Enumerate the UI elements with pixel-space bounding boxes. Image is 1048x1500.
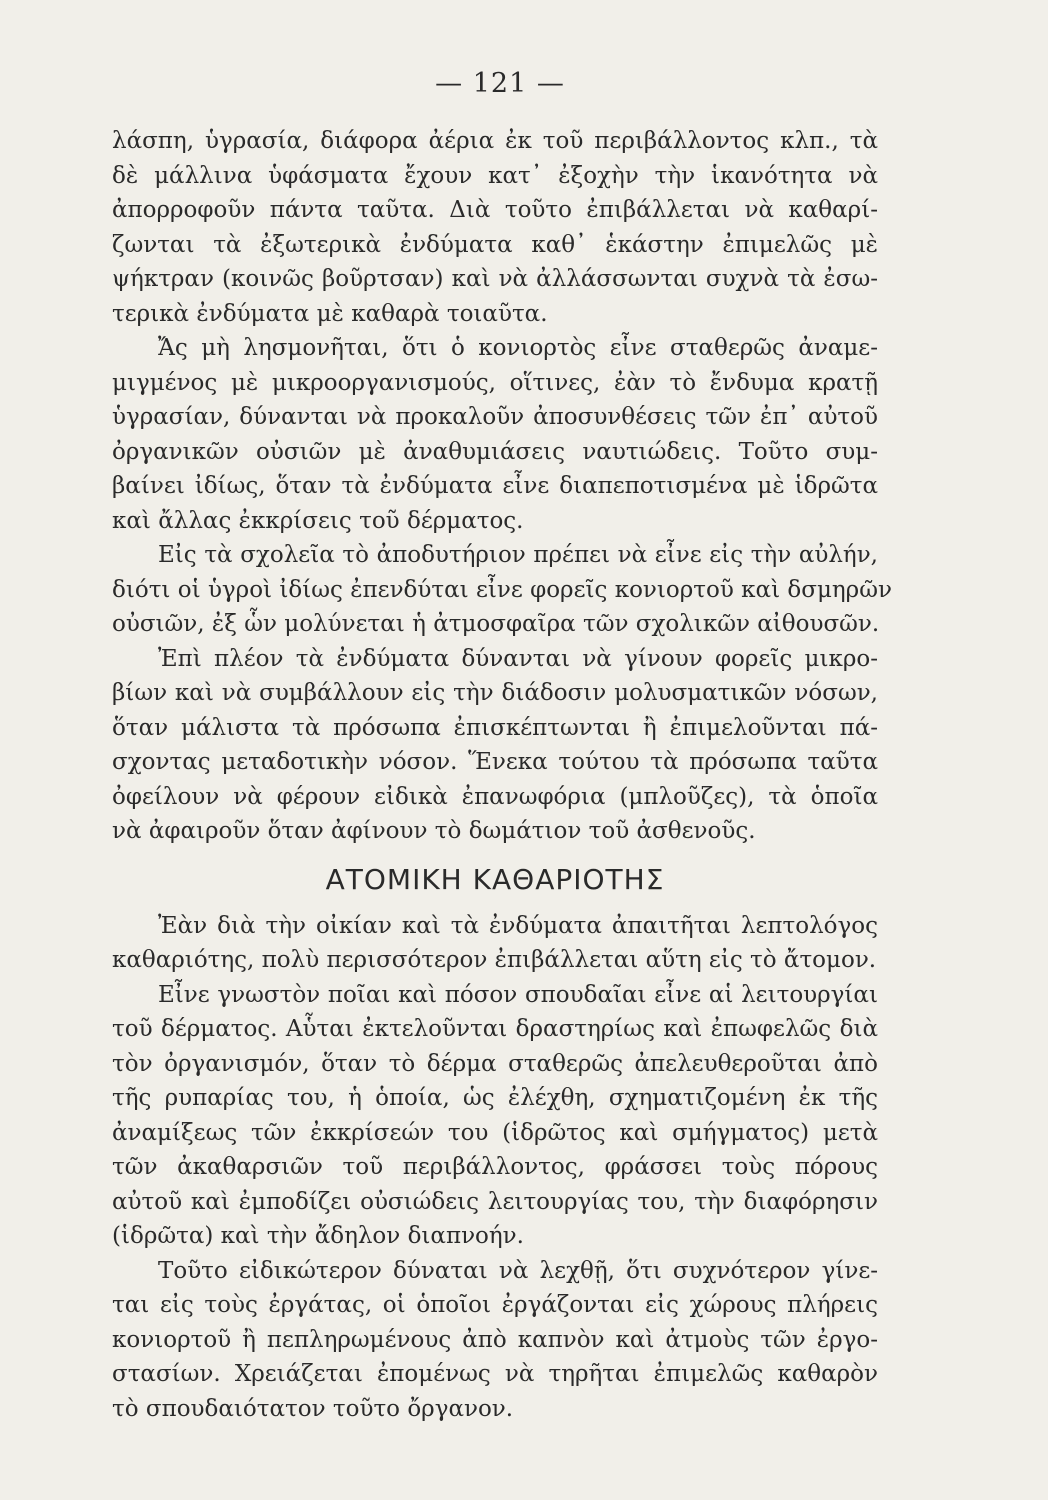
paragraph [112, 538, 892, 642]
text-line: καθαριότης, πολὺ περισσότερον ἐπιβάλλεται αὕτη εἰς τὸ ἄτομον. [112, 947, 877, 973]
paragraph [112, 909, 878, 978]
paragraph [112, 1254, 878, 1427]
text-line: Ἐπὶ πλέον τὰ ἐνδύματα δύνανται νὰ γίνουν φορεῖς μικρο- [158, 645, 878, 672]
text-line: διότι οἱ ὑγροὶ ἰδίως ἐπενδύται εἶνε φορεῖς κονιορτοῦ καὶ δσμηρῶν [112, 576, 892, 603]
text-line: τῆς ρυπαρίας του, ἡ ὁποία, ὡς ἐλέχθη, σχηματιζομένη ἐκ τῆς [112, 1085, 878, 1111]
text-line: μιγμένος μὲ μικροοργανισμούς, οἵτινες, ἐὰν τὸ ἔνδυμα κρατῇ [112, 369, 878, 396]
text-line: βίων καὶ νὰ συμβάλλουν εἰς τὴν διάδοσιν μολυσματικῶν νόσων, [112, 680, 878, 706]
text-line: στασίων. Χρειάζεται ἐπομένως νὰ τηρῆται ἐπιμελῶς καθαρὸν [112, 1361, 878, 1387]
text-line: Τοῦτο εἰδικώτερον δύναται νὰ λεχθῇ, ὅτι συχνότερον γίνε- [158, 1257, 878, 1284]
section-heading: ΑΤΟΜΙΚΗ ΚΑΘΑΡΙΟΤΗΣ [325, 862, 665, 896]
text-line: τὸ σπουδαιότατον τοῦτο ὄργανον. [112, 1395, 514, 1422]
body-text [112, 124, 892, 1426]
text-line: Εἰς τὰ σχολεῖα τὸ ἀποδυτήριον πρέπει νὰ εἶνε εἰς τὴν αὐλήν, [158, 542, 878, 568]
text-line: βαίνει ἰδίως, ὅταν τὰ ἐνδύματα εἶνε διαπεποτισμένα μὲ ἱδρῶτα [112, 473, 878, 499]
text-line: δὲ μάλλινα ὑφάσματα ἔχουν κατ᾽ ἐξοχὴν τὴν ἱκανότητα νὰ [112, 162, 878, 189]
paragraph [112, 124, 878, 331]
text-line: οὐσιῶν, ἐξ ὧν μολύνεται ἡ ἀτμοσφαῖρα τῶν σχολικῶν αἰθουσῶν. [112, 611, 880, 637]
text-line: καὶ ἄλλας ἐκκρίσεις τοῦ δέρματος. [112, 507, 524, 534]
paragraph [112, 642, 878, 849]
text-line: Ἐὰν διὰ τὴν οἰκίαν καὶ τὰ ἐνδύματα ἀπαιτῆται λεπτολόγος [158, 912, 878, 939]
text-line: τῶν ἀκαθαρσιῶν τοῦ περιβάλλοντος, φράσσει τοὺς πόρους [112, 1154, 878, 1180]
text-line: ἀναμίξεως τῶν ἐκκρίσεών του (ἱδρῶτος καὶ σμήγματος) μετὰ [112, 1119, 878, 1146]
text-line: νὰ ἀφαιροῦν ὅταν ἀφίνουν τὸ δωμάτιον τοῦ ἀσθενοῦς. [112, 818, 756, 844]
text-line: σχοντας μεταδοτικὴν νόσον. Ἕνεκα τούτου τὰ πρόσωπα ταῦτα [112, 749, 878, 775]
text-line: Ἄς μὴ λησμονῆται, ὅτι ὁ κονιορτὸς εἶνε σταθερῶς ἀναμε- [158, 335, 878, 361]
text-line: τοῦ δέρματος. Αὗται ἐκτελοῦνται δραστηρίως καὶ ἐπωφελῶς διὰ [112, 1016, 878, 1042]
text-line: Εἶνε γνωστὸν ποῖαι καὶ πόσον σπουδαῖαι εἶνε αἱ λειτουργίαι [158, 981, 878, 1008]
page-number: — 121 — [435, 68, 565, 99]
text-line: τερικὰ ἐνδύματα μὲ καθαρὰ τοιαῦτα. [112, 300, 548, 327]
text-line: (ἱδρῶτα) καὶ τὴν ἄδηλον διαπνοήν. [112, 1223, 524, 1249]
text-line: κονιορτοῦ ἢ πεπληρωμένους ἀπὸ καπνὸν καὶ ἀτμοὺς τῶν ἐργο- [112, 1326, 878, 1353]
text-line: λάσπη, ὑγρασία, διάφορα ἀέρια ἐκ τοῦ περιβάλλοντος κλπ., τὰ [112, 128, 878, 154]
text-line: ὅταν μάλιστα τὰ πρόσωπα ἐπισκέπτωνται ἢ ἐπιμελοῦνται πά- [112, 714, 878, 741]
text-line: αὐτοῦ καὶ ἐμποδίζει οὐσιώδεις λειτουργίας του, τὴν διαφόρησιν [112, 1188, 878, 1215]
text-line: ἀπορροφοῦν πάντα ταῦτα. Διὰ τοῦτο ἐπιβάλλεται νὰ καθαρί- [112, 197, 878, 223]
text-line: ὑγρασίαν, δύνανται νὰ προκαλοῦν ἀποσυνθέσεις τῶν ἐπ᾽ αὐτοῦ [112, 404, 878, 430]
text-line: ψήκτραν (κοινῶς βοῦρτσαν) καὶ νὰ ἀλλάσσωνται συχνὰ τὰ ἐσω- [112, 266, 878, 292]
text-line: ζωνται τὰ ἐξωτερικὰ ἐνδύματα καθ᾽ ἑκάστην ἐπιμελῶς μὲ [112, 231, 878, 258]
paragraph [112, 331, 878, 538]
text-line: ὀφείλουν νὰ φέρουν εἰδικὰ ἐπανωφόρια (μπλοῦζες), τὰ ὁποῖα [112, 783, 878, 810]
text-line: ὀργανικῶν οὐσιῶν μὲ ἀναθυμιάσεις ναυτιώδεις. Τοῦτο συμ- [112, 438, 878, 465]
paragraph [112, 978, 878, 1254]
text-line: τὸν ὀργανισμόν, ὅταν τὸ δέρμα σταθερῶς ἀπελευθεροῦται ἀπὸ [112, 1050, 878, 1077]
text-line: ται εἰς τοὺς ἐργάτας, οἱ ὁποῖοι ἐργάζονται εἰς χώρους πλήρεις [112, 1292, 878, 1318]
